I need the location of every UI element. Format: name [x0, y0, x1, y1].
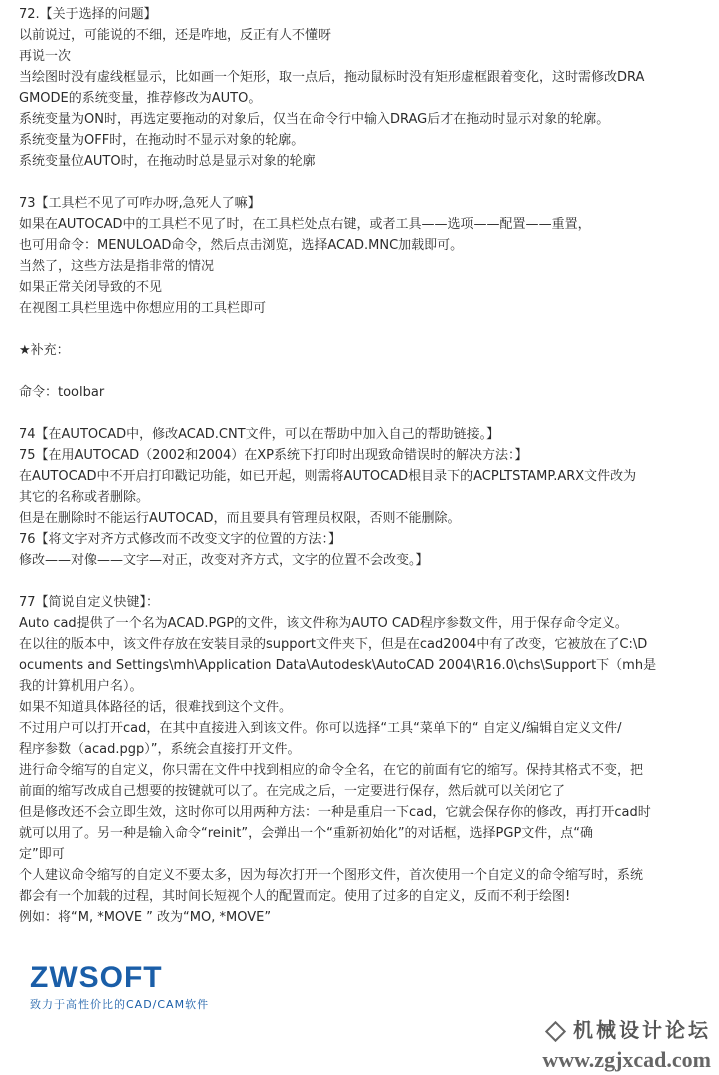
text-line: 其它的名称或者删除。 — [19, 490, 150, 505]
text-line: 73【工具栏不见了可咋办呀,急死人了嘛】 — [19, 196, 261, 211]
text-line: 命令：toolbar — [19, 385, 105, 400]
text-line: ocuments and Settings\mh\Application Data\Autodesk\AutoCAD 2004\R16.0\chs\Support下（mh是 — [19, 658, 657, 673]
text-line: 个人建议命令缩写的自定义不要太多，因为每次打开一个图形文件，首次使用一个自定义的命令缩写时，系统 — [19, 868, 644, 883]
text-line: 75【在用AUTOCAD（2002和2004）在XP系统下打印时出现致命错误时的解决方法：】 — [19, 448, 528, 463]
text-line: GMODE的系统变量，推荐修改为AUTO。 — [19, 91, 262, 106]
logo-brand-b: SOFT — [78, 961, 163, 994]
text-line: 如果正常关闭导致的不见 — [19, 280, 163, 295]
text-line: 74【在AUTOCAD中，修改ACAD.CNT文件，可以在帮助中加入自己的帮助链接。】 — [19, 427, 500, 442]
document-body — [19, 4, 709, 928]
blank-line — [19, 319, 709, 340]
text-line: 72.【关于选择的问题】 — [19, 7, 157, 22]
text-line: 修改——对像——文字—对正，改变对齐方式，文字的位置不会改变。】 — [19, 553, 429, 568]
text-line: 系统变量为OFF时，在拖动时不显示对象的轮廓。 — [19, 133, 305, 148]
text-line: 进行命令缩写的自定义，你只需在文件中找到相应的命令全名，在它的前面有它的缩写。保持其格式不变，把 — [19, 763, 644, 778]
text-line: 在视图工具栏里选中你想应用的工具栏即可 — [19, 301, 267, 316]
text-line: 也可用命令：MENULOAD命令，然后点击浏览，选择ACAD.MNC加载即可。 — [19, 238, 464, 253]
text-line: 定”即可 — [19, 847, 65, 862]
text-line: 但是在删除时不能运行AUTOCAD，而且要具有管理员权限，否则不能删除。 — [19, 511, 461, 526]
text-line: 在以往的版本中，该文件存放在安装目录的support文件夹下，但是在cad2004中有了改变，它被放在了C:\D — [19, 637, 648, 652]
text-line: 再说一次 — [19, 49, 72, 64]
text-line: 就可以用了。另一种是输入命令“reinit”，会弹出一个“重新初始化”的对话框，选择PGP文件，点“确 — [19, 826, 594, 841]
text-line: 77【简说自定义快键】： — [19, 595, 160, 610]
forum-url: www.zgjxcad.com — [542, 1047, 711, 1072]
blank-line — [19, 361, 709, 382]
text-line: 程序参数（acad.pgp）”，系统会直接打开文件。 — [19, 742, 301, 757]
text-line: 我的计算机用户名）。 — [19, 679, 143, 694]
text-line: 但是修改还不会立即生效，这时你可以用两种方法：一种是重启一下cad，它就会保存你的修改，再打开cad时 — [19, 805, 651, 820]
blank-line — [19, 571, 709, 592]
logo-tagline: 致力于高性价比的CAD/CAM软件 — [30, 998, 210, 1011]
forum-watermark — [542, 1014, 711, 1073]
logo-brand-a: ZW — [30, 961, 79, 994]
text-line: 例如：将“M, *MOVE ” 改为“MO, *MOVE” — [19, 910, 272, 925]
text-line: 系统变量位AUTO时，在拖动时总是显示对象的轮廓 — [19, 154, 316, 169]
text-line: 以前说过，可能说的不细，还是咋地，反正有人不懂呀 — [19, 28, 332, 43]
text-line: 不过用户可以打开cad，在其中直接进入到该文件。你可以选择“工具“菜单下的“ 自定义/编辑自定义文件/ — [19, 721, 622, 736]
text-line: 76【将文字对齐方式修改而不改变文字的位置的方法：】 — [19, 532, 342, 547]
text-line: 当绘图时没有虚线框显示，比如画一个矩形，取一点后，拖动鼠标时没有矩形虚框跟着变化，这时需修改DRA — [19, 70, 645, 85]
text-line: 如果不知道具体路径的话，很难找到这个文件。 — [19, 700, 293, 715]
zwsoft-logo — [30, 962, 209, 1012]
blank-line — [19, 172, 709, 193]
text-line: 当然了，这些方法是指非常的情况 — [19, 259, 215, 274]
text-line: 如果在AUTOCAD中的工具栏不见了时，在工具栏处点右键，或者工具——选项——配置——重置， — [19, 217, 591, 232]
diamond-icon — [545, 1021, 566, 1042]
text-line: 在AUTOCAD中不开启打印戳记功能，如已开起，则需将AUTOCAD根目录下的ACPLTSTAMP.ARX文件改为 — [19, 469, 637, 484]
text-line: 前面的缩写改成自己想要的按键就可以了。在完成之后，一定要进行保存，然后就可以关闭它了 — [19, 784, 566, 799]
text-line: 系统变量为ON时，再选定要拖动的对象后，仅当在命令行中输入DRAG后才在拖动时显示对象的轮廓。 — [19, 112, 610, 127]
text-line: Auto cad提供了一个名为ACAD.PGP的文件，该文件称为AUTO CAD程序参数文件，用于保存命令定义。 — [19, 616, 628, 631]
blank-line — [19, 403, 709, 424]
forum-title: 机械设计论坛 — [573, 1018, 711, 1042]
text-line: 都会有一个加载的过程，其时间长短视个人的配置而定。使用了过多的自定义，反而不利于绘图! — [19, 889, 571, 904]
text-line: ★补充： — [19, 343, 70, 358]
